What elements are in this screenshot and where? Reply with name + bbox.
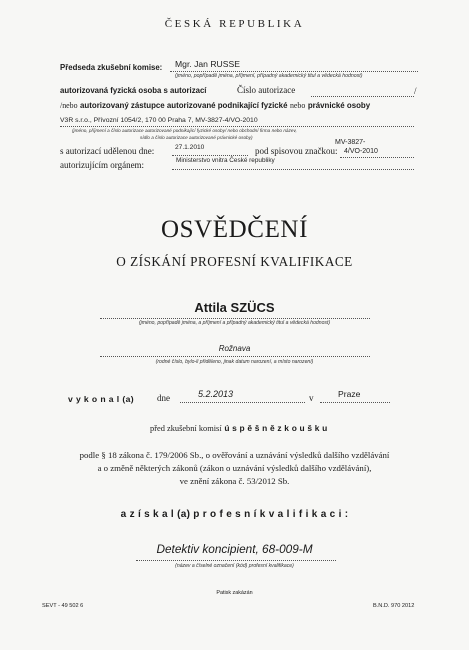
before-commission-label: před zkušební komisí — [150, 424, 222, 433]
commission-chair-value: Mgr. Jan RUSSE — [175, 59, 240, 69]
dotted-line — [320, 402, 390, 403]
dotted-line — [172, 155, 248, 156]
representative-label: autorizovaný zástupce autorizované podnikající fyzické — [80, 101, 288, 110]
dotted-line — [170, 71, 418, 72]
granted-label: s autorizací udělenou dne: — [60, 146, 155, 156]
or-label: /nebo — [60, 101, 78, 110]
company-hint-1: (jméno, příjmení a číslo autorizace autorizované podnikající fyzické osoby/ nebo obchodní firma nebo název, — [72, 128, 297, 133]
dotted-line — [136, 560, 336, 561]
certificate-subtitle: O ZÍSKÁNÍ PROFESNÍ KVALIFIKACE — [116, 254, 353, 269]
commission-label: Předseda zkušební komise: — [60, 63, 163, 72]
or-label-2: nebo — [289, 101, 306, 110]
commission-hint: (jméno, popřípadě jména, příjmení, případný akademický titul a vědecká hodnost) — [175, 73, 363, 79]
qualification-heading: a z í s k a l (a) p r o f e s n í k v a l i f i k a c i : — [120, 509, 349, 520]
exam-place-value: Praze — [338, 389, 361, 399]
representative-line — [60, 101, 370, 110]
file-number-value: 4/VO-2010 — [344, 148, 378, 155]
success-label: ú s p ě š n ě z k o u š k u — [224, 423, 328, 433]
authorization-slash: / — [414, 86, 417, 96]
holder-birthplace: Rožnava — [218, 344, 251, 353]
footer-print-code: B.N.D. 970 2012 — [373, 603, 415, 609]
legal-entity-label: právnické osoby — [307, 101, 371, 110]
authorization-number-label: Číslo autorizace — [237, 85, 296, 95]
authorized-person-label: autorizovaná fyzická osoba s autorizací — [60, 86, 207, 95]
company-number-value: MV-3827- — [335, 139, 366, 146]
exam-date-value: 5.2.2013 — [198, 389, 234, 399]
country-heading: ČESKÁ REPUBLIKA — [164, 18, 305, 30]
certificate-title: OSVĚDČENÍ — [160, 216, 309, 243]
law-line-3: ve znění zákona č. 53/2012 Sb. — [179, 476, 290, 486]
dotted-line — [180, 402, 305, 403]
exam-result-line — [150, 423, 327, 433]
holder-name: Attila SZÜCS — [194, 300, 275, 315]
exam-place-label: v — [309, 393, 314, 403]
law-line-2: a o změně některých zákonů (zákon o uznávání výsledků dalšího vzdělávání), — [97, 463, 372, 473]
authority-label: autorizujícím orgánem: — [60, 160, 145, 170]
footer-notice: Patisk zakázán — [216, 590, 253, 596]
performed-label: v y k o n a l (a) — [68, 394, 135, 404]
exam-date-label: dne — [157, 393, 170, 403]
granted-date-value: 27.1.2010 — [175, 144, 205, 151]
holder-name-hint: (jméno, popřípadě jména, a příjmení a případný akademický titul a vědecká hodnost) — [138, 320, 331, 326]
file-number-label: pod spisovou značkou: — [255, 146, 338, 156]
company-value: V3R s.r.o., Přívozní 1054/2, 170 00 Praha 7, MV-3827-4/VO-2010 — [60, 117, 258, 124]
dotted-line — [172, 169, 414, 170]
authority-value: Ministerstvo vnitra České republiky — [176, 157, 275, 164]
dotted-line — [100, 318, 370, 319]
law-line-1: podle § 18 zákona č. 179/2006 Sb., o ověřování a uznávání výsledků dalšího vzdělávání — [79, 450, 390, 460]
qualification-hint: (název a číselné označení (kód) profesní kvalifikace) — [175, 563, 294, 569]
company-hint-2: sídlo a číslo autorizace autorizované právnické osoby) — [140, 135, 253, 140]
holder-birthplace-hint: (rodné číslo, bylo-li přiděleno, jinak datum narození, a místo narození) — [155, 359, 314, 365]
dotted-line — [60, 126, 414, 127]
qualification-value: Detektiv koncipient, 68-009-M — [156, 542, 313, 556]
dotted-line — [340, 157, 414, 158]
dotted-line — [100, 356, 370, 357]
dotted-line — [311, 96, 414, 97]
footer-form-code: SEVT - 49 502 6 — [42, 603, 84, 609]
